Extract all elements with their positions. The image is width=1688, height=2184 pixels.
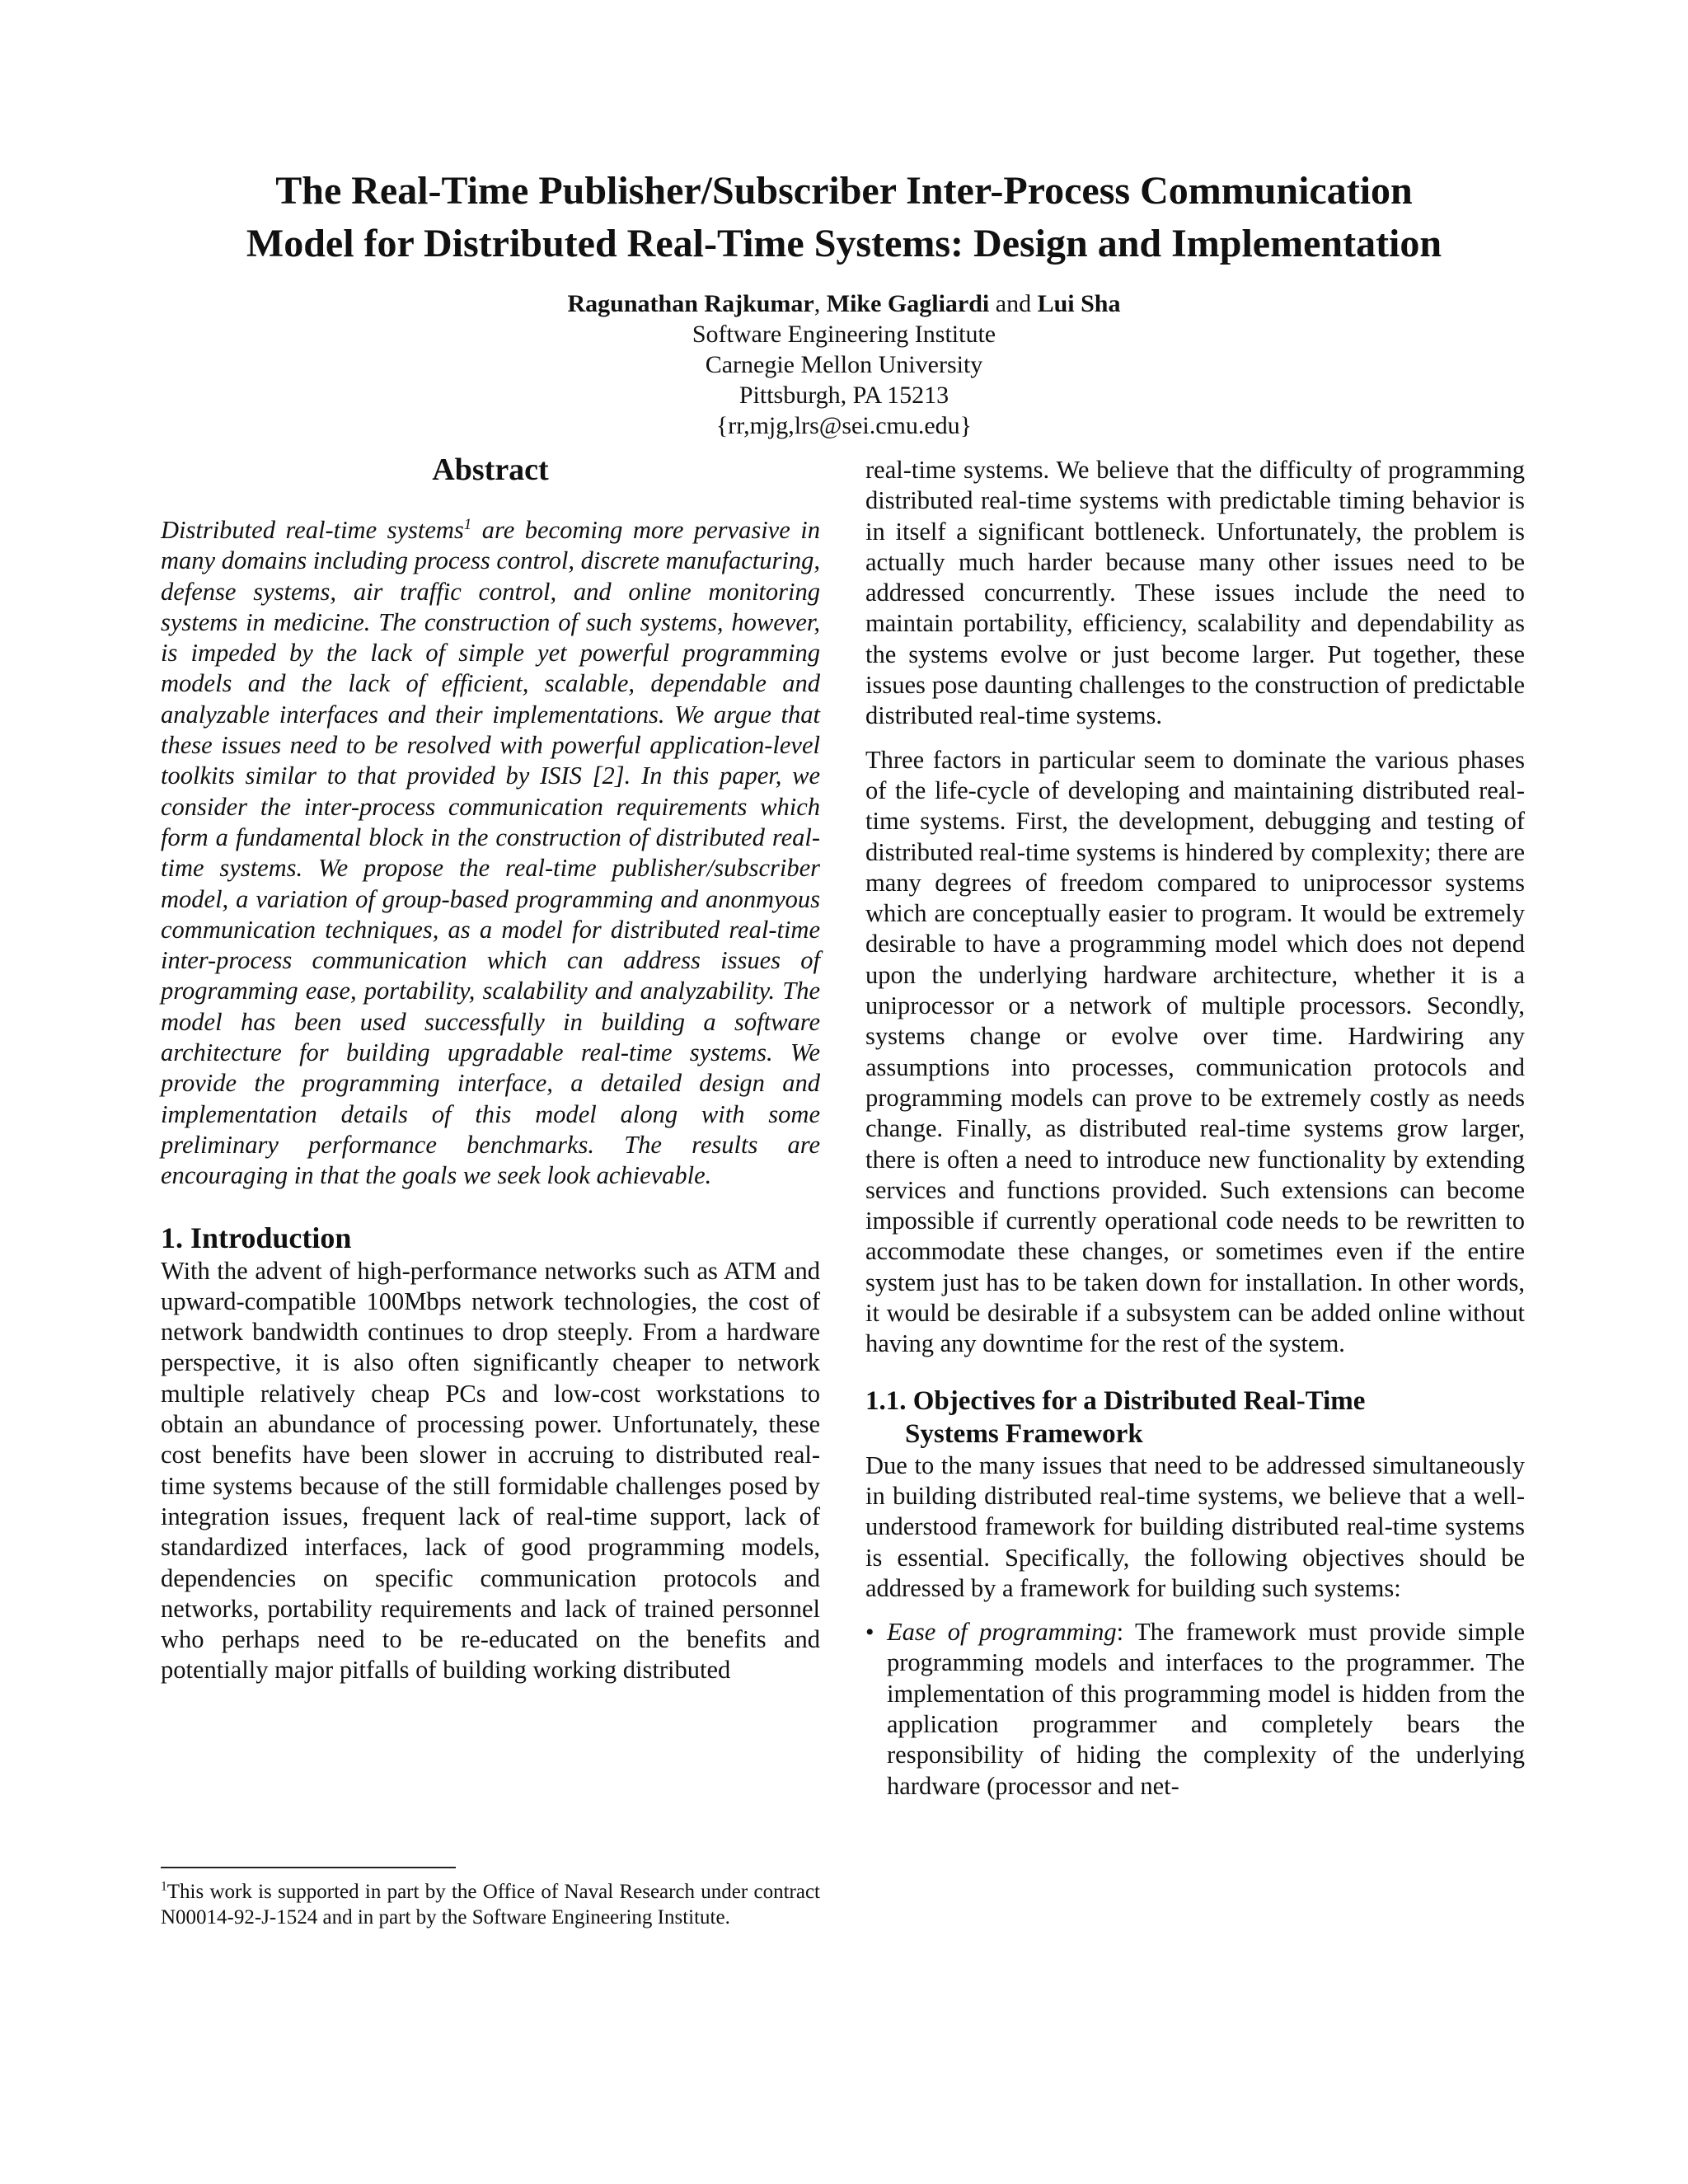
footnote-text: This work is supported in part by the Office of Naval Research under contract N00014-92-J-1524 and in part by the Software Engineering Institute.	[161, 1881, 820, 1929]
bullet-icon: •	[865, 1619, 874, 1647]
author-1: Ragunathan Rajkumar	[567, 290, 814, 317]
footnote-reference: 1	[463, 515, 472, 533]
author-separator-2: and	[995, 290, 1032, 317]
author-3: Lui Sha	[1037, 290, 1121, 317]
affiliation-city: Pittsburgh, PA 15213	[738, 382, 950, 409]
title-line-2: Model for Distributed Real-Time Systems: Design and Implementation	[246, 222, 1442, 265]
introduction-paragraph-2: Three factors in particular seem to dominate the various phases of the life-cycle of developing and maintaining distributed real-time systems. First, the development, debugging and testing of distributed real-time systems is hindered by complexity; there are many degrees of freedom compared to uniprocessor systems which are conceptually easier to program. It would be extremely desirable to have a programming model which does not depend upon the underlying hardware architecture, whether it is a uniprocessor or a network of multiple processors. Secondly, systems change or evolve over time. Hardwiring any assumptions into processes, communication protocols and programming models can prove to be extremely costly as needs change. Finally, as distributed real-time systems grow larger, there is often a need to introduce new functionality by extending services and functions provided. Such extensions can become impossible if currently operational code needs to be rewritten to accommodate these changes, or sometimes even if the entire system just has to be taken down for installation. In other words, it would be desirable if a subsystem can be added online without having any downtime for the rest of the system.	[865, 745, 1525, 1358]
footnote	[161, 1879, 820, 1930]
abstract-body: are becoming more pervasive in many domains including process control, discrete manufacturing, defense systems, air traffic control, and online monitoring systems in medicine. The construction of such systems, however, is impeded by the lack of simple yet powerful programming models and the lack of efficient, scalable, dependable and analyzable interfaces and their implementations. We argue that these issues need to be resolved with powerful application-level toolkits similar to that provided by ISIS [2]. In this paper, we consider the inter-process communication requirements which form a fundamental block in the construction of distributed real-time systems. We propose the real-time publisher/subscriber model, a variation of group-based programming and anonmyous communication techniques, as a model for distributed real-time inter-process communication which can address issues of programming ease, portability, scalability and analyzability. The model has been used successfully in building a software architecture for building upgradable real-time systems. We provide the programming interface, a detailed design and implementation details of this model along with some preliminary performance benchmarks. The results are encouraging in that the goals we seek look achievable.	[161, 516, 820, 1190]
author-2: Mike Gagliardi	[826, 290, 990, 317]
introduction-paragraph-1-part-1: With the advent of high-performance networks such as ATM and upward-compatible 100Mbps network technologies, the cost of network bandwidth continues to drop steeply. From a hardware perspective, it is also often significantly cheaper to network multiple relatively cheap PCs and low-cost workstations to obtain an abundance of processing power. Unfortunately, these cost benefits have been slower in accruing to distributed real-time systems because of the still formidable challenges posed by integration issues, frequent lack of real-time support, lack of standardized interfaces, lack of good programming models, dependencies on specific communication protocols and networks, portability requirements and lack of trained personnel who perhaps need to be re-educated on the benefits and potentially major pitfalls of building working distributed	[161, 1256, 820, 1685]
author-separator-1: ,	[814, 290, 821, 317]
introduction-paragraph-1-part-2: real-time systems. We believe that the difficulty of programming distributed real-time systems with predictable timing behavior is in itself a significant bottleneck. Unfortunately, the problem is actually much harder because many other issues need to be addressed concurrently. These issues include the need to maintain portability, efficiency, scalability and dependability as the systems evolve or just become larger. Put together, these issues pose daunting challenges to the construction of predictable distributed real-time systems.	[865, 456, 1525, 730]
bullet-text	[887, 1617, 1525, 1802]
author-block	[0, 288, 1688, 441]
paper-title	[0, 165, 1688, 270]
affiliation-university: Carnegie Mellon University	[705, 351, 983, 378]
abstract-text	[161, 515, 820, 1192]
introduction-heading: 1. Introduction	[161, 1221, 352, 1254]
objectives-heading	[865, 1385, 1525, 1451]
bullet-description: : The framework must provide simple programming models and interfaces to the programmer. The implementation of this programming model is hidden from the application programmer and completely bears the responsibility of hiding the complexity of the underlying hardware (processor and net-	[887, 1618, 1525, 1800]
title-line-1: The Real-Time Publisher/Subscriber Inter-Process Communication	[275, 169, 1413, 213]
bullet-term: Ease of programming	[887, 1618, 1117, 1647]
objectives-heading-line-1: 1.1. Objectives for a Distributed Real-Time	[865, 1385, 1366, 1416]
abstract-lead: Distributed real-time systems	[161, 516, 464, 544]
author-emails: {rr,mjg,lrs@sei.cmu.edu}	[715, 412, 973, 439]
left-column	[161, 449, 820, 1686]
footnote-mark: 1	[161, 1879, 167, 1894]
abstract-heading: Abstract	[432, 452, 549, 487]
affiliation-institute: Software Engineering Institute	[692, 321, 996, 348]
objective-bullet-ease-of-programming	[865, 1617, 1525, 1802]
author-line	[0, 288, 1688, 319]
footnote-divider	[161, 1867, 456, 1868]
objectives-paragraph: Due to the many issues that need to be addressed simultaneously in building distributed real-time systems, we believe that a well-understood framework for building distributed real-time systems is essential. Specifically, the following objectives should be addressed by a framework for building such systems:	[865, 1451, 1525, 1602]
right-column	[865, 455, 1525, 1802]
objectives-heading-line-2: Systems Framework	[905, 1418, 1143, 1449]
